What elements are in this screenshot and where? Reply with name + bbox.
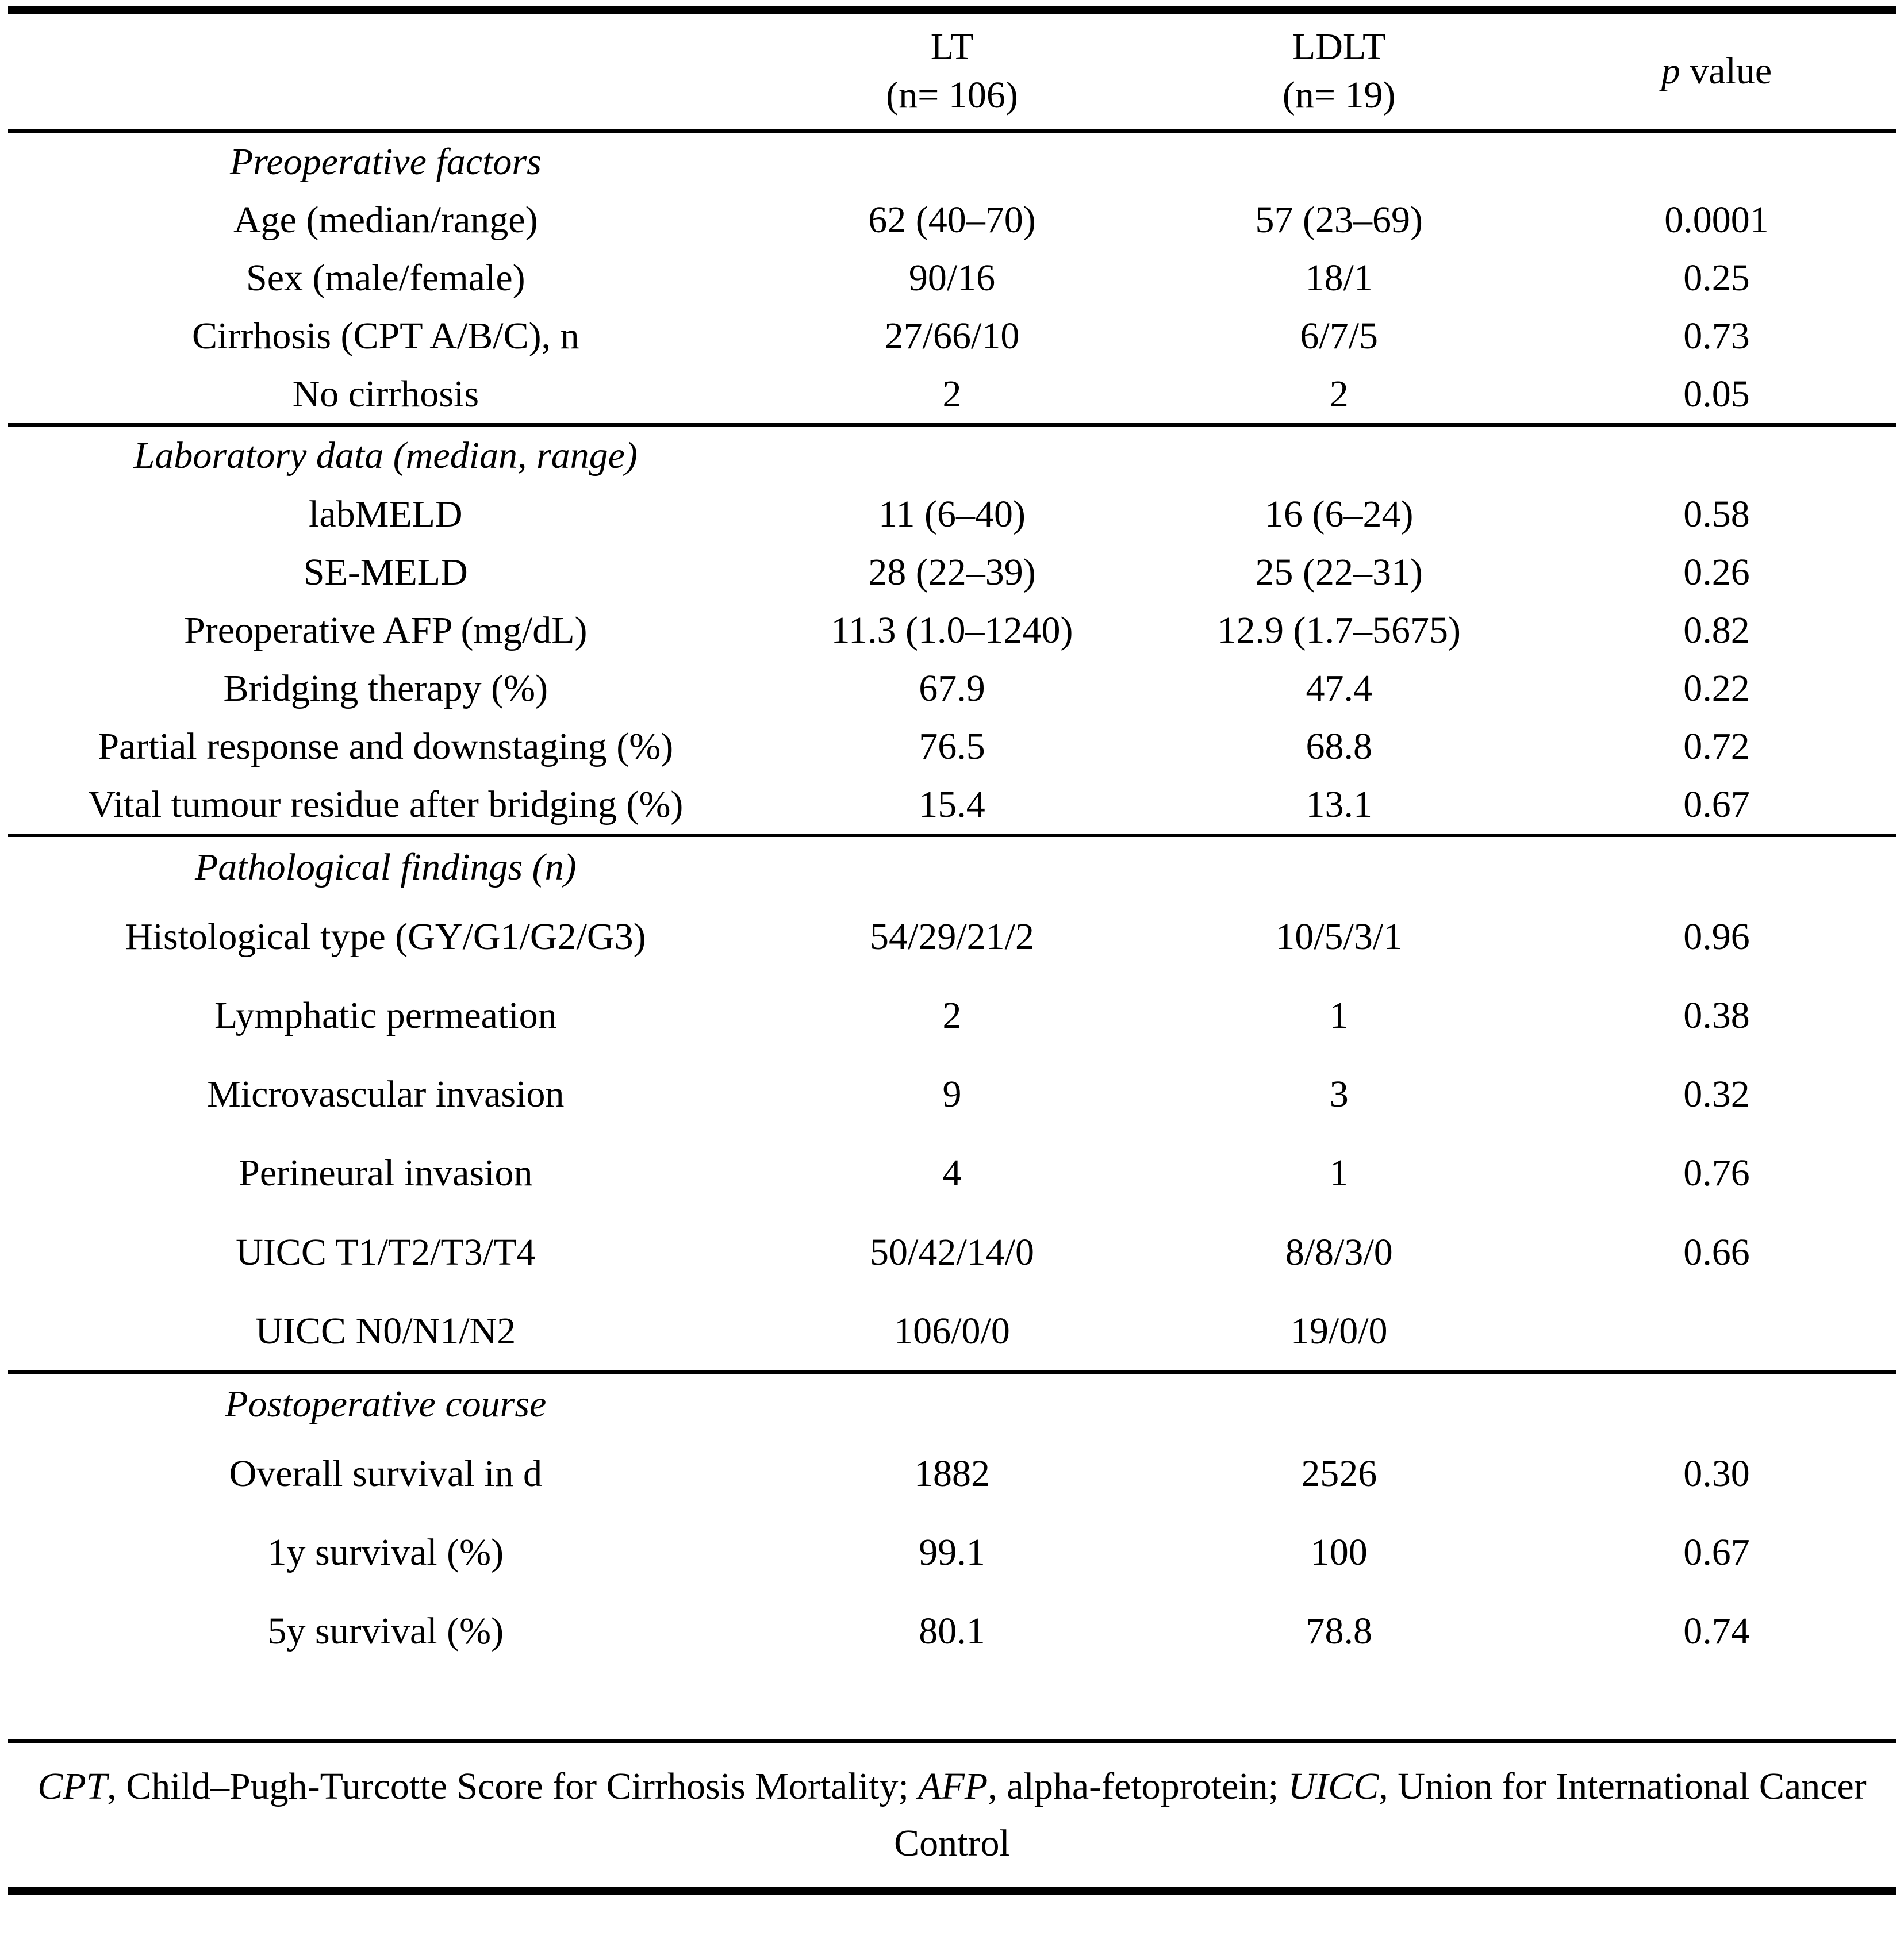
table-row [8,1513,1896,1592]
cell-lt-value: 1882 [913,1452,990,1495]
cell-lt-value: 54/29/21/2 [869,916,1034,958]
cell-p-value: 0.73 [1683,315,1750,358]
row-label: Sex (male/female) [246,257,525,299]
row-label: Vital tumour residue after bridging (%) [88,783,684,825]
empty-cell [1537,1372,1896,1434]
bottom-rule [8,1887,1896,1895]
cell-p-value: 0.26 [1683,551,1750,593]
cell-lt-value: 27/66/10 [884,315,1020,358]
table-row [8,191,1896,249]
table-row [8,1292,1896,1372]
row-label: 1y survival (%) [267,1531,504,1573]
header-p-word: value [1680,50,1772,93]
table-row [8,307,1896,365]
section-title: Laboratory data (median, range) [133,435,638,477]
table-section-preoperative-factors [8,131,1896,425]
cell-lt-value: 4 [942,1152,962,1195]
table-row [8,543,1896,601]
cell-ldlt-value: 100 [1310,1531,1368,1573]
cell-p-value: 0.72 [1683,725,1750,767]
header-column-pvalue [1537,10,1896,131]
cell-p-value: 0.67 [1683,783,1750,825]
row-label: Bridging therapy (%) [223,667,548,709]
table-header [8,10,1896,131]
row-label: Overall survival in d [229,1452,542,1495]
empty-cell [1537,835,1896,897]
cell-ldlt-value: 6/7/5 [1300,315,1379,358]
header-p-symbol: p [1661,50,1680,93]
row-label: Lymphatic permeation [214,994,557,1037]
footnote-abbreviation: CPT [37,1765,108,1808]
table-row [8,976,1896,1055]
cell-ldlt-value: 16 (6–24) [1264,493,1414,535]
header-ldlt-name: LDLT [1292,26,1386,68]
header-column-lt [763,10,1141,131]
empty-cell [763,131,1141,191]
table-row [8,775,1896,835]
footnote-abbreviation: AFP [918,1765,988,1808]
cell-ldlt-value: 3 [1329,1073,1349,1116]
cell-p-value: 0.82 [1683,609,1750,651]
section-title-row [8,835,1896,897]
table-row [8,897,1896,976]
cell-ldlt-value: 19/0/0 [1290,1309,1388,1352]
cell-p-value: 0.38 [1683,994,1750,1037]
cell-p-value: 0.05 [1683,373,1750,416]
header-empty-cell [8,10,763,131]
row-label: UICC N0/N1/N2 [255,1309,516,1352]
cell-p-value: 0.22 [1683,667,1750,709]
cell-lt-value: 50/42/14/0 [869,1231,1034,1273]
table-row [8,659,1896,717]
row-label: No cirrhosis [292,373,479,416]
cell-lt-value: 80.1 [919,1610,985,1652]
row-label: Preoperative AFP (mg/dL) [184,609,588,651]
pre-footnote-gap [8,1670,1896,1739]
section-title-row [8,1372,1896,1434]
empty-cell [763,835,1141,897]
cell-ldlt-value: 18/1 [1305,257,1373,299]
cell-p-value: 0.67 [1683,1531,1750,1573]
table-section-laboratory-data-median-range [8,425,1896,835]
cell-lt-value: 99.1 [919,1531,985,1573]
header-ldlt-n: (n= 19) [1282,74,1396,117]
cell-lt-value: 67.9 [919,667,985,709]
cell-lt-value: 9 [942,1073,962,1116]
cell-ldlt-value: 2526 [1301,1452,1377,1495]
table-row [8,1134,1896,1212]
table-row [8,601,1896,659]
cell-p-value: 0.96 [1683,916,1750,958]
row-label: labMELD [308,493,463,535]
empty-cell [1537,131,1896,191]
empty-cell [1141,425,1537,485]
row-label: Perineural invasion [239,1152,533,1195]
header-lt-name: LT [930,26,974,68]
cell-ldlt-value: 10/5/3/1 [1276,916,1403,958]
cell-p-value: 0.66 [1683,1231,1750,1273]
cell-p-value: 0.32 [1683,1073,1750,1116]
cell-ldlt-value: 25 (22–31) [1255,551,1423,593]
cell-p-value: 0.25 [1683,257,1750,299]
section-title-row [8,131,1896,191]
footnote-text: , Child–Pugh-Turcotte Score for Cirrhosis Mortality; [107,1765,919,1808]
table-row [8,717,1896,775]
cell-p-value: 0.58 [1683,493,1750,535]
empty-cell [763,425,1141,485]
cell-lt-value: 106/0/0 [894,1309,1010,1352]
header-column-ldlt [1141,10,1537,131]
cell-ldlt-value: 1 [1329,1152,1349,1195]
section-title: Pathological findings (n) [194,846,577,889]
footnote [8,1739,1896,1887]
table-section-postoperative-course [8,1372,1896,1670]
patient-characteristics-table [8,6,1896,1670]
cell-lt-value: 76.5 [919,725,985,767]
empty-cell [1141,1372,1537,1434]
row-label: Histological type (GY/G1/G2/G3) [125,916,646,958]
row-label: Microvascular invasion [207,1073,565,1116]
cell-ldlt-value: 12.9 (1.7–5675) [1217,609,1461,651]
row-label: Partial response and downstaging (%) [98,725,674,767]
table-row [8,1434,1896,1513]
empty-cell [1537,425,1896,485]
cell-ldlt-value: 47.4 [1306,667,1372,709]
cell-lt-value: 2 [942,373,962,416]
cell-p-value: 0.74 [1683,1610,1750,1652]
header-lt-n: (n= 106) [886,74,1018,117]
cell-ldlt-value: 57 (23–69) [1255,199,1423,241]
cell-lt-value: 90/16 [908,257,996,299]
table-row [8,485,1896,543]
cell-ldlt-value: 8/8/3/0 [1285,1231,1393,1273]
cell-ldlt-value: 68.8 [1306,725,1372,767]
cell-ldlt-value: 1 [1329,994,1349,1037]
table-row [8,249,1896,307]
table-row [8,1592,1896,1670]
table-section-pathological-findings-n [8,835,1896,1372]
table-header-row [8,10,1896,131]
cell-lt-value: 2 [942,994,962,1037]
row-label: 5y survival (%) [267,1610,504,1652]
section-title: Preoperative factors [229,140,542,183]
cell-p-value: 0.0001 [1664,199,1769,241]
table-row [8,1213,1896,1292]
row-label: UICC T1/T2/T3/T4 [236,1231,536,1273]
cell-p-value: 0.76 [1683,1152,1750,1195]
footnote-text: , alpha-fetoprotein; [988,1765,1288,1808]
footnote-abbreviation: UICC, [1288,1765,1388,1808]
cell-lt-value: 15.4 [919,783,985,825]
footnote-text: Union for International Cancer Control [894,1765,1867,1865]
empty-cell [1141,835,1537,897]
section-title-row [8,425,1896,485]
cell-p-value [1537,1292,1896,1372]
cell-lt-value: 28 (22–39) [868,551,1036,593]
cell-lt-value: 11 (6–40) [878,493,1026,535]
section-title: Postoperative course [225,1383,547,1425]
row-label: Cirrhosis (CPT A/B/C), n [192,315,579,358]
table-row [8,365,1896,425]
cell-ldlt-value: 2 [1329,373,1349,416]
empty-cell [763,1372,1141,1434]
row-label: Age (median/range) [233,199,538,241]
row-label: SE-MELD [303,551,468,593]
cell-p-value: 0.30 [1683,1452,1750,1495]
cell-lt-value: 11.3 (1.0–1240) [831,609,1073,651]
cell-ldlt-value: 78.8 [1306,1610,1372,1652]
empty-cell [1141,131,1537,191]
cell-ldlt-value: 13.1 [1306,783,1372,825]
cell-lt-value: 62 (40–70) [868,199,1036,241]
table-row [8,1055,1896,1134]
